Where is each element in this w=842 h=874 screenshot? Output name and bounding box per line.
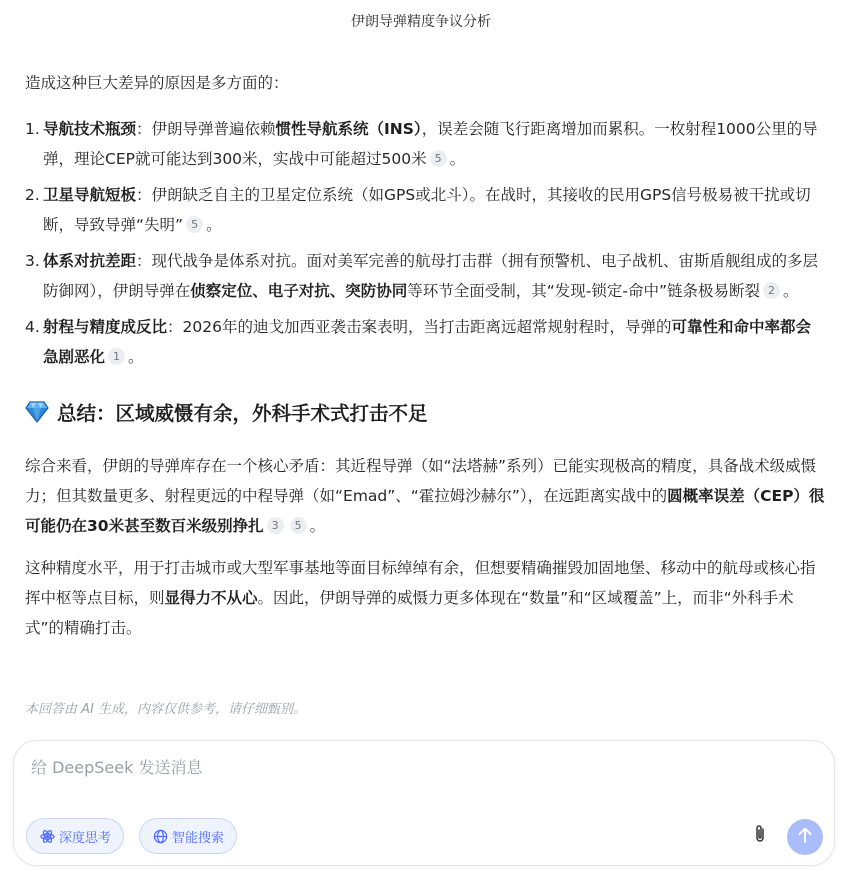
- paragraph-text: 综合来看，伊朗的导弹库存在一个核心矛盾：其近程导弹（如“法塔赫”系列）已能实现极高的精度，具备战术级威慑力；但其数量更多、射程更远的中程导弹（如“Emad”、“霍拉姆沙赫尔”），在远距离实战中的: [25, 457, 817, 505]
- item-title: 体系对抗差距: [43, 252, 137, 270]
- paragraph-emphasis: 圆概率误差（CEP）很可能仍在30米甚至数百米级别挣扎: [25, 487, 825, 535]
- web-search-label: 智能搜索: [172, 830, 225, 846]
- atom-icon: [39, 828, 55, 844]
- arrow-up-icon: [797, 826, 813, 848]
- summary-heading: [25, 400, 825, 431]
- item-text: 。: [128, 348, 144, 366]
- citation-badge[interactable]: 5: [290, 517, 307, 534]
- item-title: 卫星导航短板: [43, 186, 137, 204]
- item-text: ：现代战争是体系对抗。面对美军完善的航母打击群（拥有预警机、电子战机、宙斯盾舰组成的多层防御网），伊朗导弹在: [43, 252, 819, 300]
- reasons-list: [25, 114, 825, 372]
- citation-badge[interactable]: 5: [430, 150, 447, 167]
- deep-think-label: 深度思考: [59, 830, 112, 846]
- item-text: ：伊朗缺乏自主的卫星定位系统（如GPS或北斗）。在战时，其接收的民用GPS信号极易被干扰或切断，导致导弹“失明”: [43, 186, 811, 234]
- ai-disclaimer: 本回答由 AI 生成，内容仅供参考，请仔细甄别。: [25, 702, 306, 717]
- assistant-message: [25, 68, 825, 655]
- summary-heading-text: 总结：区域威慑有余，外科手术式打击不足: [57, 402, 428, 425]
- deep-think-button[interactable]: [26, 818, 124, 854]
- item-text: 。: [206, 216, 222, 234]
- paragraph-emphasis: 显得力不从心: [164, 589, 258, 607]
- list-number: 2.: [25, 186, 40, 204]
- paragraph-text: 这种精度水平，用于打击城市或大型军事基地等面目标绰绰有余，但想要精确摧毁加固地堡、移动中的航母或核心指挥中枢等点目标，则: [25, 559, 816, 607]
- list-item: [25, 312, 825, 372]
- conversation-title: 伊朗导弹精度争议分析: [351, 14, 491, 30]
- item-emphasis: 惯性导航系统（INS）: [275, 120, 422, 138]
- send-button[interactable]: [787, 819, 823, 855]
- paragraph-text: 。因此，伊朗导弹的威慑力更多体现在“数量”和“区域覆盖”上，而非“外科手术式”的精确打击。: [25, 589, 794, 637]
- summary-paragraph: [25, 451, 825, 541]
- attach-button[interactable]: [750, 825, 770, 847]
- summary-paragraph: [25, 553, 825, 643]
- web-search-button[interactable]: [139, 818, 237, 854]
- item-emphasis: 可靠性和命中率都会急剧恶化: [43, 318, 811, 366]
- list-number: 3.: [25, 252, 40, 270]
- list-item: [25, 114, 825, 174]
- citation-badge[interactable]: 5: [186, 216, 203, 233]
- gem-icon: [25, 401, 51, 431]
- list-number: 1.: [25, 120, 40, 138]
- intro-text: 造成这种巨大差异的原因是多方面的：: [25, 74, 289, 92]
- item-text: ：伊朗导弹普遍依赖: [136, 120, 276, 138]
- citation-badge[interactable]: 1: [108, 348, 125, 365]
- citation-badge[interactable]: 2: [763, 282, 780, 299]
- item-text: 。: [449, 150, 466, 168]
- paperclip-icon: [753, 824, 767, 848]
- citation-badge[interactable]: 3: [267, 517, 284, 534]
- message-input[interactable]: [31, 755, 731, 795]
- item-emphasis: 侦察定位、电子对抗、突防协同: [190, 282, 408, 300]
- paragraph-text: 。: [309, 517, 326, 535]
- item-text: 等环节全面受制，其“发现-锁定-命中”链条极易断裂: [407, 282, 761, 300]
- item-title: 导航技术瓶颈: [43, 120, 137, 138]
- list-number: 4.: [25, 318, 40, 336]
- item-title: 射程与精度成反比: [43, 318, 168, 336]
- list-item: [25, 180, 825, 240]
- chat-input-box: [13, 740, 835, 866]
- item-text: ：2026年的迪戈加西亚袭击案表明，当打击距离远超常规射程时，导弹的: [167, 318, 672, 336]
- globe-icon: [152, 828, 168, 844]
- list-item: [25, 246, 825, 306]
- item-text: ，误差会随飞行距离增加而累积。一枚射程1000公里的导弹，理论CEP就可能达到300米，实战中可能超过500米: [43, 120, 818, 168]
- item-text: 。: [783, 282, 799, 300]
